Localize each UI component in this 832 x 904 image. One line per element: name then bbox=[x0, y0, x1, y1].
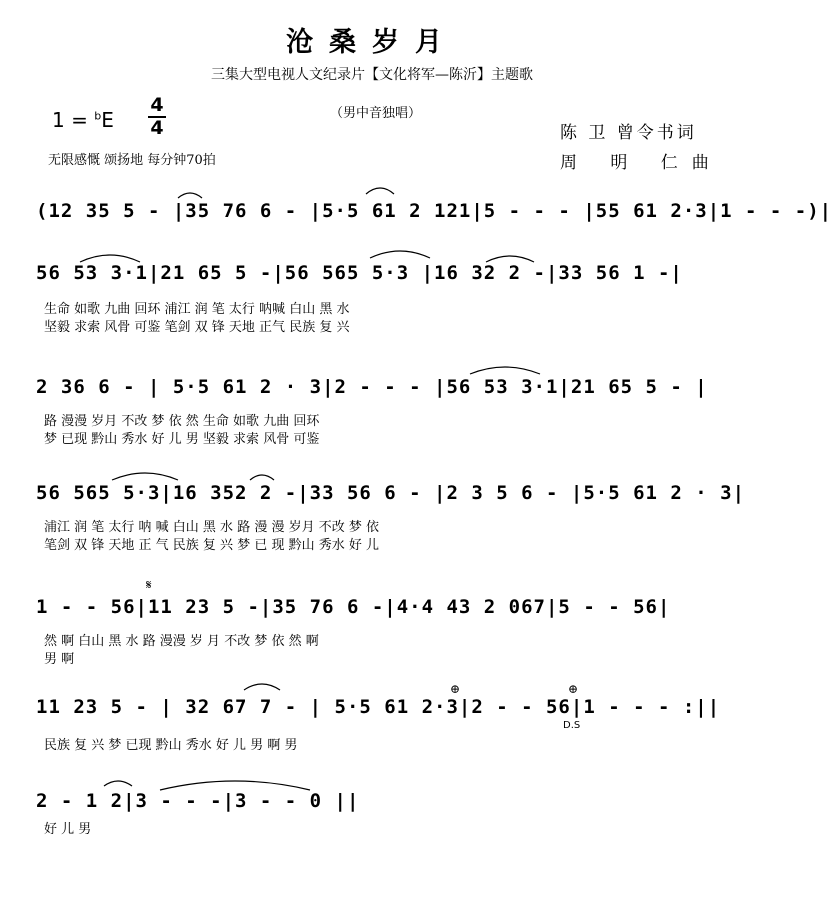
song-subtitle: 三集大型电视人文纪录片【文化将军—陈沂】主题歌 bbox=[211, 67, 533, 83]
song-title: 沧桑岁月 bbox=[286, 27, 458, 58]
lyric-line-5b: 男 啊 bbox=[44, 652, 75, 667]
key-prefix: 1 = bbox=[52, 108, 88, 132]
lyric-line-3b: 梦 已现 黔山 秀水 好 儿 男 坚毅 求索 风骨 可鉴 bbox=[44, 432, 320, 447]
score-line-5: 1 - - 56|11 23 5 -|35 76 6 -|4·4 43 2 067|5 - - 56| bbox=[36, 596, 671, 618]
coda-mark-1: ⊕ bbox=[450, 682, 461, 696]
slur-9 bbox=[244, 684, 280, 690]
lyric-line-4b: 笔剑 双 锋 天地 正 气 民族 复 兴 梦 已 现 黔山 秀水 好 儿 bbox=[44, 538, 379, 553]
slur-11 bbox=[104, 781, 132, 786]
composer-credit: 周 明 仁曲 bbox=[560, 153, 723, 173]
meter-bottom: 4 bbox=[150, 117, 164, 139]
meter-top: 4 bbox=[150, 94, 164, 116]
slur-2 bbox=[366, 188, 394, 194]
coda-mark-2: ⊕ bbox=[568, 682, 579, 696]
lyric-line-4a: 浦江 润 笔 太行 呐 喊 白山 黑 水 路 漫 漫 岁月 不改 梦 依 bbox=[44, 520, 379, 535]
slur-10 bbox=[160, 781, 310, 790]
slur-5 bbox=[486, 256, 534, 262]
slur-8 bbox=[250, 475, 274, 480]
slur-7 bbox=[112, 473, 178, 480]
slur-6 bbox=[470, 367, 540, 374]
slur-3 bbox=[80, 255, 140, 262]
lyric-line-3a: 路 漫漫 岁月 不改 梦 依 然 生命 如歌 九曲 回环 bbox=[44, 414, 320, 429]
score-line-7: 2 - 1 2|3 - - -|3 - - 0 || bbox=[36, 790, 360, 812]
lyric-line-7a: 好 儿 男 bbox=[44, 822, 92, 837]
score-line-2: 56 53 3·1|21 65 5 -|56 565 5·3 |16 32 2 -|33 56 1 -| bbox=[36, 262, 683, 284]
slur-4 bbox=[370, 251, 430, 258]
score-line-6: 11 23 5 - | 32 67 7 - | 5·5 61 2·3|2 - - 56|1 - - - :|| bbox=[36, 696, 721, 718]
slur-1 bbox=[178, 193, 202, 198]
key-note: E bbox=[101, 108, 114, 132]
score-line-4: 56 565 5·3|16 352 2 -|33 56 6 - |2 3 5 6 - |5·5 61 2 · 3| bbox=[36, 482, 746, 504]
lyricist-credit: 陈 卫 曾令书词 bbox=[560, 123, 697, 143]
lyric-line-2a: 生命 如歌 九曲 回环 浦江 润 笔 太行 呐喊 白山 黑 水 bbox=[44, 302, 350, 317]
tempo-marking: 无限感慨 颂扬地 每分钟70拍 bbox=[48, 153, 216, 168]
voice-type: （男中音独唱） bbox=[330, 106, 422, 121]
score-line-1: (12 35 5 - |35 76 6 - |5·5 61 2 121|5 - - - |55 61 2·3|1 - - -)| bbox=[36, 200, 832, 222]
key-flat: b bbox=[94, 109, 102, 123]
lyric-line-6a: 民族 复 兴 梦 已现 黔山 秀水 好 儿 男 啊 男 bbox=[44, 738, 298, 753]
lyric-line-5a: 然 啊 白山 黑 水 路 漫漫 岁 月 不改 梦 依 然 啊 bbox=[44, 634, 319, 649]
lyric-line-2b: 坚毅 求索 风骨 可鉴 笔剑 双 锋 天地 正气 民族 复 兴 bbox=[44, 320, 350, 335]
score-line-3: 2 36 6 - | 5·5 61 2 · 3|2 - - - |56 53 3·1|21 65 5 - | bbox=[36, 376, 708, 398]
segno-mark: 𝄋 bbox=[146, 578, 152, 593]
ds-mark: D.S bbox=[563, 720, 581, 731]
